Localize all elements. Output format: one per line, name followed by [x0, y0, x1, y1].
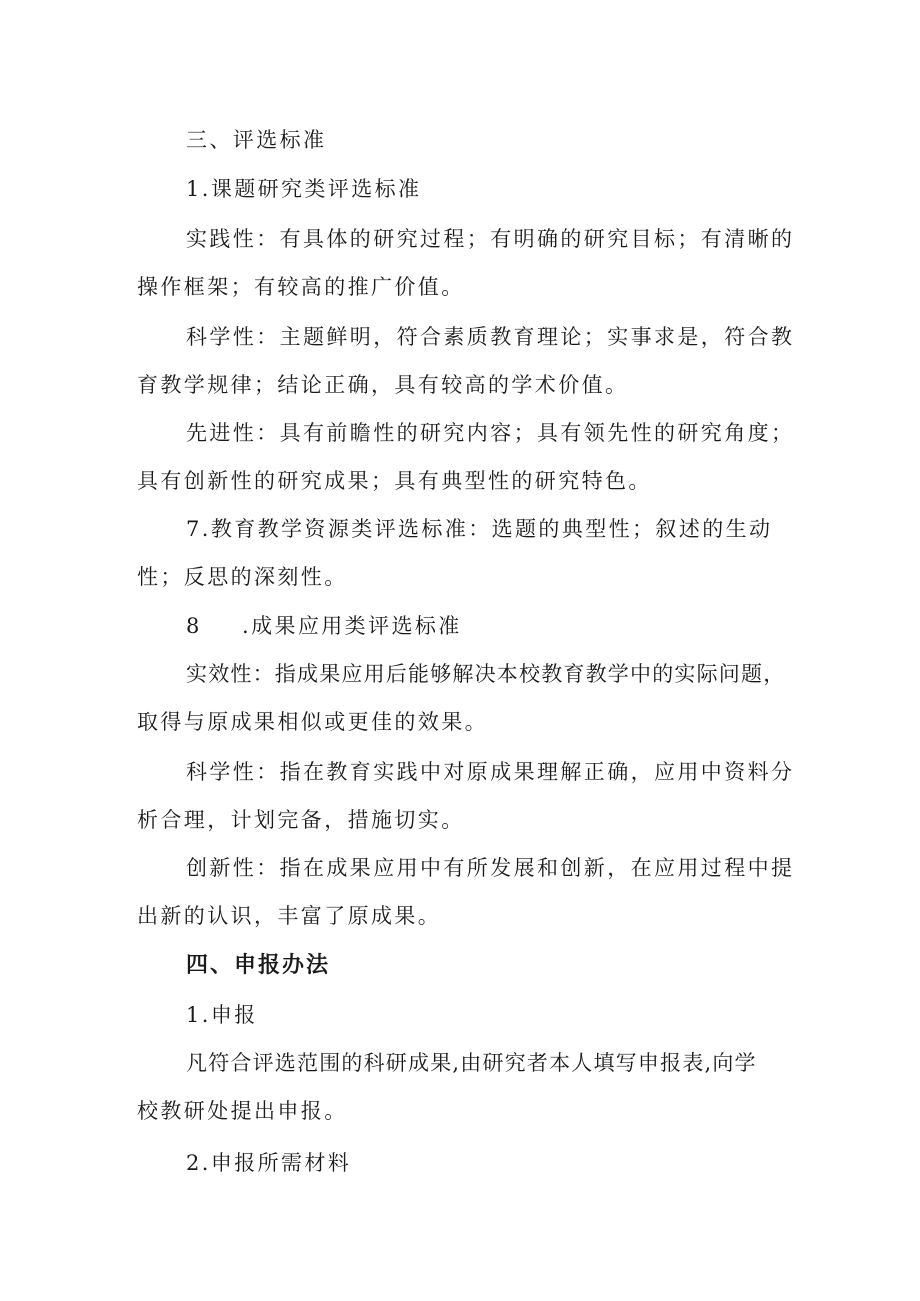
apply-subheading-2: 2.申报所需材料: [186, 1151, 352, 1175]
apply-line-2: 校教研处提出申报。: [137, 1099, 348, 1123]
item7-line-1: 7.教育教学资源类评选标准：选题的典型性；叙述的生动: [186, 517, 773, 541]
science2-line-1: 科学性：指在教育实践中对原成果理解正确，应用中资料分: [186, 760, 795, 784]
section-heading-3: 三、评选标准: [186, 128, 327, 152]
innovation-line-1: 创新性：指在成果应用中有所发展和创新，在应用过程中提: [186, 856, 795, 880]
advanced-line-1: 先进性：具有前瞻性的研究内容；具有领先性的研究角度；: [186, 421, 795, 445]
science-line-1: 科学性：主题鲜明，符合素质教育理论；实事求是，符合教: [186, 325, 795, 349]
apply-subheading-1: 1.申报: [186, 1003, 258, 1027]
effect-line-1: 实效性：指成果应用后能够解决本校教育教学中的实际问题，: [186, 662, 786, 686]
science-line-2: 育教学规律；结论正确，具有较高的学术价值。: [137, 373, 629, 397]
subheading-1: 1.课题研究类评选标准: [186, 177, 422, 201]
science2-line-2: 析合理，计划完备，措施切实。: [137, 808, 465, 832]
effect-line-2: 取得与原成果相似或更佳的效果。: [137, 710, 488, 734]
practice-line-2: 操作框架；有较高的推广价值。: [137, 275, 465, 299]
section-heading-4: 四、申报办法: [186, 953, 331, 978]
item8-title: .成果应用类评选标准: [242, 614, 462, 638]
item7-line-2: 性；反思的深刻性。: [137, 565, 348, 589]
innovation-line-2: 出新的认识，丰富了原成果。: [137, 904, 442, 928]
item8-number: 8: [186, 614, 202, 638]
practice-line-1: 实践性：有具体的研究过程；有明确的研究目标；有清晰的: [186, 227, 795, 251]
advanced-line-2: 具有创新性的研究成果；具有典型性的研究特色。: [137, 469, 652, 493]
apply-line-1: 凡符合评选范围的科研成果,由研究者本人填写申报表,向学: [186, 1051, 757, 1075]
item8-heading: [186, 611, 846, 641]
